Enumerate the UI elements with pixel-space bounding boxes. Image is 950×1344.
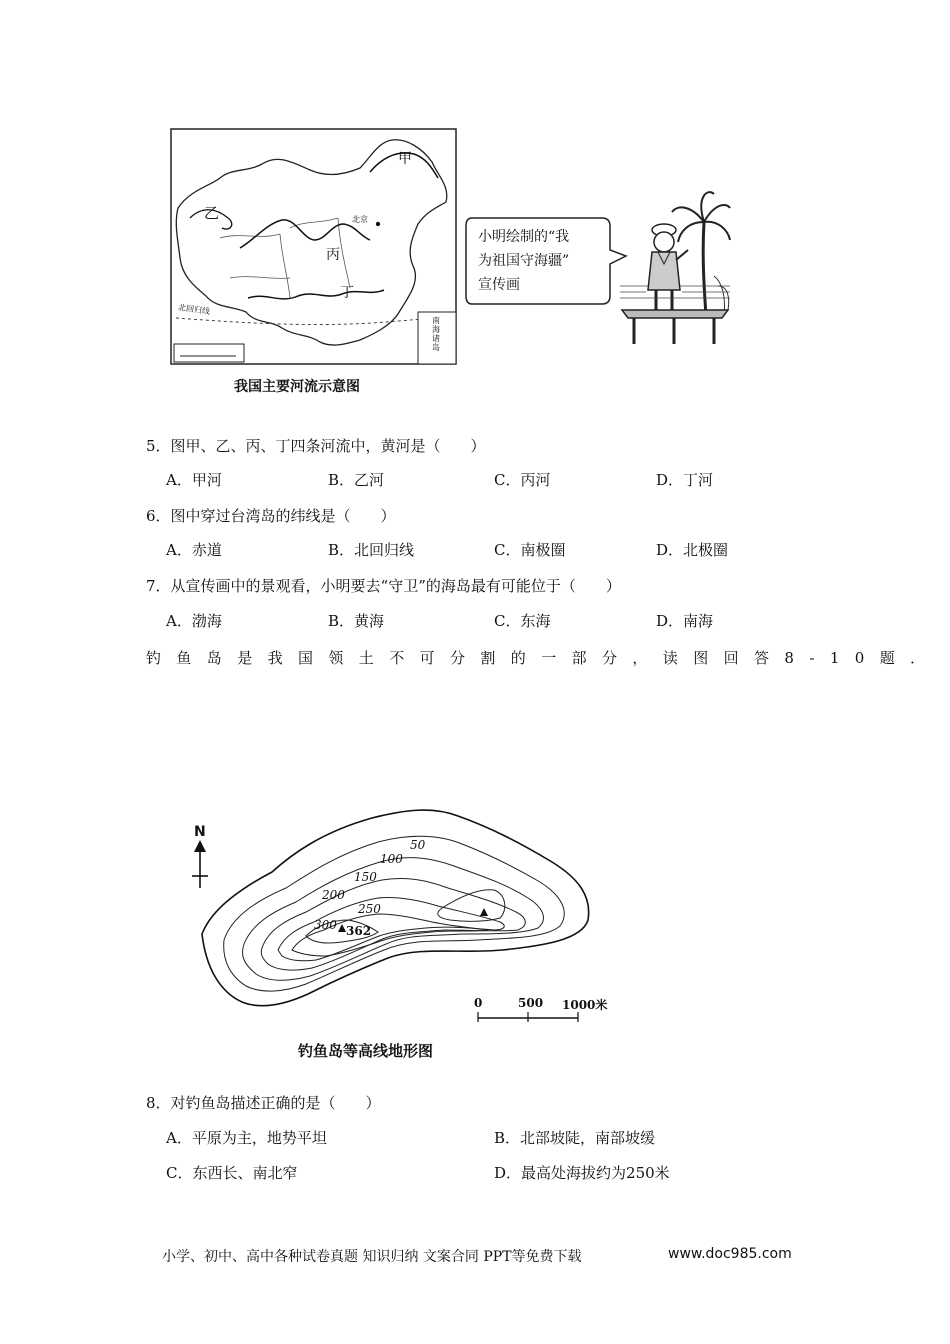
north-label: N <box>194 824 206 840</box>
contour-label-250: 250 <box>358 902 381 916</box>
question-5-option-d: D．丁河 <box>656 471 714 489</box>
question-8-option-b: B．北部坡陡，南部坡缓 <box>494 1129 656 1147</box>
scale-label-1000: 1000米 <box>562 998 608 1012</box>
scale-label-500: 500 <box>518 996 544 1010</box>
question-7-option-a: A．渤海 <box>166 612 222 630</box>
question-7-option-d: D．南海 <box>656 612 714 630</box>
section-intro: 钓鱼岛是我国领土不可分割的一部分，读图回答8-10题． <box>146 649 941 667</box>
bubble-line-2: 为祖国守海疆” <box>478 253 570 269</box>
sailor-cartoon <box>618 186 732 346</box>
river-label-bing: 丙 <box>326 247 340 263</box>
poster-speech-bubble <box>462 214 632 308</box>
river-label-yi: 乙 <box>204 204 220 222</box>
peak-elevation-label: 362 <box>346 924 372 938</box>
river-label-jia: 甲 <box>398 151 412 167</box>
map1-caption: 我国主要河流示意图 <box>234 379 360 395</box>
question-7-stem: 7．从宣传画中的景观看，小明要去“守卫”的海岛最有可能位于（ ） <box>146 577 621 595</box>
tropic-label: 北回归线 <box>177 302 211 317</box>
question-6-option-b: B．北回归线 <box>328 541 415 559</box>
beijing-label: 北京 <box>352 215 368 224</box>
contour-drawing <box>182 804 612 1030</box>
bubble-line-3: 宣传画 <box>478 277 520 293</box>
question-8-stem: 8．对钓鱼岛描述正确的是（ ） <box>146 1094 381 1112</box>
question-8-option-a: A．平原为主，地势平坦 <box>166 1129 327 1147</box>
south-sea-inset-label: 南海诸岛 <box>432 316 440 352</box>
bubble-line-1: 小明绘制的“我 <box>478 229 570 245</box>
question-5-stem: 5．图甲、乙、丙、丁四条河流中，黄河是（ ） <box>146 437 486 455</box>
question-8-option-c: C．东西长、南北窄 <box>166 1164 298 1182</box>
contour-label-300: 300 <box>314 918 337 932</box>
river-label-ding: 丁 <box>340 285 354 301</box>
question-6-option-a: A．赤道 <box>166 541 222 559</box>
question-7-option-c: C．东海 <box>494 612 551 630</box>
question-6-stem: 6．图中穿过台湾岛的纬线是（ ） <box>146 507 396 525</box>
map2-caption: 钓鱼岛等高线地形图 <box>298 1042 434 1060</box>
china-map-drawing <box>170 128 458 366</box>
contour-label-100: 100 <box>380 852 403 866</box>
question-8-option-d: D．最高处海拔约为250米 <box>494 1164 670 1182</box>
question-6-option-c: C．南极圈 <box>494 541 566 559</box>
footer-text: 小学、初中、高中各种试卷真题 知识归纳 文案合同 PPT等免费下载 <box>162 1249 582 1265</box>
question-5-option-a: A．甲河 <box>166 471 222 489</box>
question-7-option-b: B．黄海 <box>328 612 385 630</box>
footer-url[interactable]: www.doc985.com <box>668 1246 792 1262</box>
question-6-option-d: D．北极圈 <box>656 541 729 559</box>
diaoyu-contour-map <box>182 804 612 1030</box>
question-5-option-c: C．丙河 <box>494 471 551 489</box>
contour-label-150: 150 <box>354 870 377 884</box>
contour-label-50: 50 <box>410 838 426 852</box>
scale-label-0: 0 <box>474 996 483 1010</box>
contour-label-200: 200 <box>322 888 345 902</box>
china-river-map <box>170 128 458 366</box>
question-5-option-b: B．乙河 <box>328 471 385 489</box>
